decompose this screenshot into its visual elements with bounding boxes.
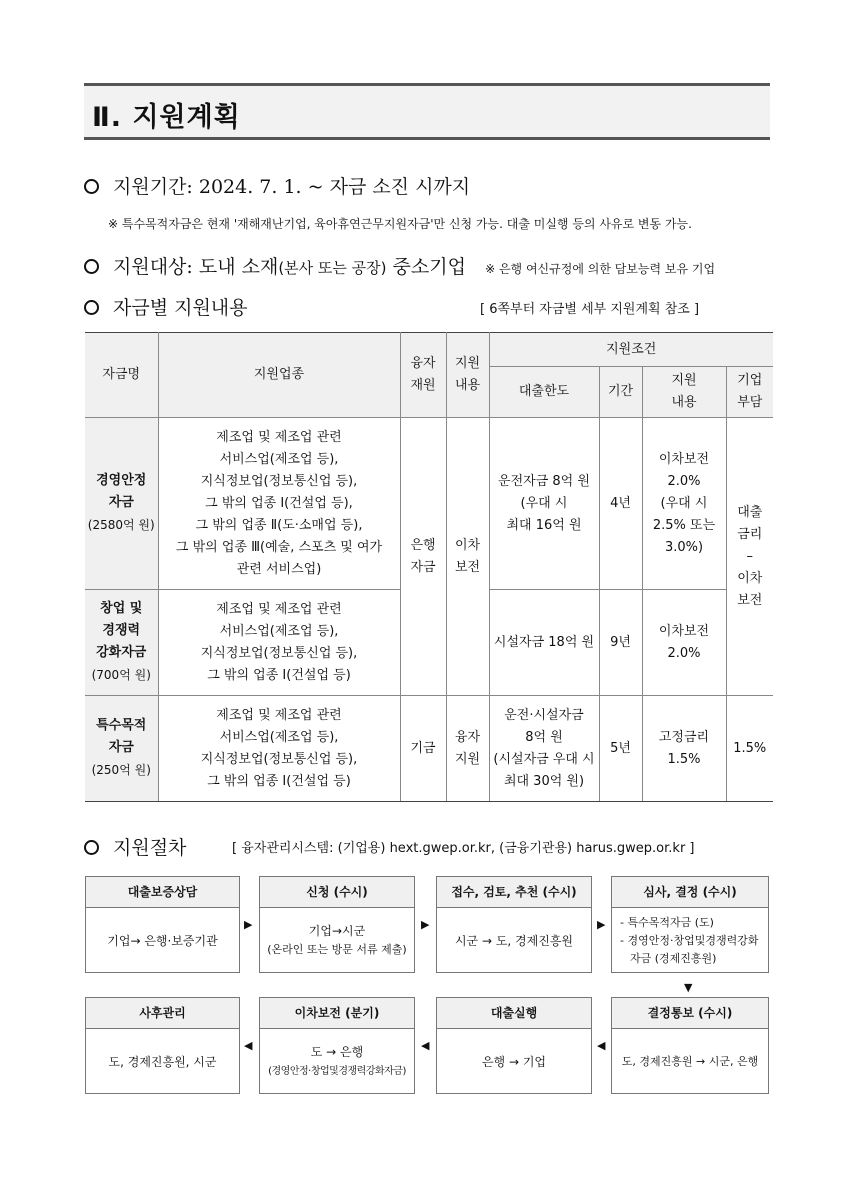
target-note: ※ 은행 여신규정에 의한 담보능력 보유 기업 [485, 262, 716, 276]
arrow-right-icon: ▶ [244, 918, 253, 931]
industry-cell: 제조업 및 제조업 관련 서비스업(제조업 등), 지식정보업(정보통신업 등), 그 밖의 업종 Ⅰ(건설업 등), 그 밖의 업종 Ⅱ(도·소매업 등), 그 밖의 업종 Ⅲ(예술, 스포츠 및 여가 관련 서비스업) [158, 418, 400, 590]
period-note: ※ 특수목적자금은 현재 '재해재난기업, 육아휴연근무지원자금'만 신청 가능. 대출 미실행 등의 사유로 변동 가능. [108, 217, 692, 231]
industry-cell: 제조업 및 제조업 관련 서비스업(제조업 등), 지식정보업(정보통신업 등), 그 밖의 업종 Ⅰ(건설업 등) [158, 590, 400, 696]
step-box [436, 997, 592, 1094]
fund-name-cell: 경영안정 자금 (2580억 원) [85, 418, 158, 590]
header-term: 기간 [599, 367, 642, 418]
support-cell: 융자 지원 [446, 696, 489, 802]
arrow-down-icon: ▼ [684, 981, 693, 994]
header-limit: 대출한도 [489, 367, 599, 418]
header-source: 융자 재원 [400, 333, 446, 418]
header-fund-name: 자금명 [85, 333, 158, 418]
procedure-ref: [ 융자관리시스템: (기업용) hext.gwep.or.kr, (금융기관용) harus.gwep.or.kr ] [232, 841, 695, 856]
cond-cell: 이차보전 2.0% (우대 시 2.5% 또는 3.0%) [642, 418, 726, 590]
step-title: 심사, 결정 (수시) [612, 877, 768, 908]
arrow-left-icon: ◀ [244, 1039, 253, 1052]
source-cell: 기금 [400, 696, 446, 802]
term-cell: 5년 [599, 696, 642, 802]
step-box [611, 997, 769, 1094]
target-label-a: 지원대상: 도내 소재 [113, 256, 279, 278]
step-body: 기업→시군 (온라인 또는 방문 서류 제출) [267, 924, 407, 956]
section-title: Ⅱ. 지원계획 [92, 102, 241, 133]
step-body: 도, 경제진흥원 → 시군, 은행 [621, 1054, 759, 1068]
step-box [611, 876, 769, 973]
content-line [84, 293, 248, 320]
header-cond-support: 지원 내용 [642, 367, 726, 418]
step-title: 이차보전 (분기) [260, 998, 414, 1029]
period-label: 지원기간: 2024. 7. 1. ~ 자금 소진 시까지 [113, 176, 471, 198]
limit-cell: 운전·시설자금 8억 원 (시설자금 우대 시 최대 30억 원) [489, 696, 599, 802]
table-row [85, 418, 773, 590]
industry-cell: 제조업 및 제조업 관련 서비스업(제조업 등), 지식정보업(정보통신업 등), 그 밖의 업종 Ⅰ(건설업 등) [158, 696, 400, 802]
step-box [259, 876, 415, 973]
step-box [85, 876, 240, 973]
step-title: 결정통보 (수시) [612, 998, 768, 1029]
step-title: 대출실행 [437, 998, 591, 1029]
header-burden: 기업 부담 [726, 367, 773, 418]
step-body: 기업→ 은행·보증기관 [107, 933, 218, 948]
step-box [85, 997, 240, 1094]
period-line [84, 172, 470, 199]
target-label-paren: (본사 또는 공장) [278, 259, 387, 277]
arrow-right-icon: ▶ [421, 918, 430, 931]
section-header [84, 83, 770, 140]
header-conditions: 지원조건 [489, 333, 773, 367]
circle-bullet-icon [84, 300, 99, 315]
source-cell: 은행 자금 [400, 418, 446, 696]
fund-name-cell: 특수목적 자금 (250억 원) [85, 696, 158, 802]
step-body: 은행 → 기업 [481, 1054, 547, 1069]
step-title: 대출보증상담 [86, 877, 239, 908]
limit-cell: 시설자금 18억 원 [489, 590, 599, 696]
content-ref: [ 6쪽부터 자금별 세부 지원계획 참조 ] [480, 302, 700, 317]
arrow-left-icon: ◀ [421, 1039, 430, 1052]
circle-bullet-icon [84, 179, 99, 194]
fund-name-cell: 창업 및 경쟁력 강화자금 (700억 원) [85, 590, 158, 696]
content-label: 자금별 지원내용 [113, 297, 248, 319]
header-support: 지원 내용 [446, 333, 489, 418]
step-box [436, 876, 592, 973]
limit-cell: 운전자금 8억 원 (우대 시 최대 16억 원 [489, 418, 599, 590]
step-body: 도 → 은행 (경영안정·창업및경쟁력강화자금) [268, 1044, 406, 1077]
step-title: 신청 (수시) [260, 877, 414, 908]
step-title: 접수, 검토, 추천 (수시) [437, 877, 591, 908]
table-row [85, 696, 773, 802]
step-body: 시군 → 도, 경제진흥원 [454, 933, 574, 948]
target-label-b: 중소기업 [386, 256, 466, 278]
target-line [84, 252, 715, 279]
step-body: 도, 경제진흥원, 시군 [108, 1054, 217, 1069]
step-body: - 특수목적자금 (도) - 경영안정·창업및경쟁력강화 자금 (경제진흥원) [620, 915, 759, 965]
burden-cell: 대출 금리 – 이차 보전 [726, 418, 773, 696]
cond-cell: 이차보전 2.0% [642, 590, 726, 696]
arrow-left-icon: ◀ [597, 1039, 606, 1052]
support-table [85, 332, 773, 802]
term-cell: 9년 [599, 590, 642, 696]
circle-bullet-icon [84, 840, 99, 855]
burden-cell: 1.5% [726, 696, 773, 802]
step-title: 사후관리 [86, 998, 239, 1029]
procedure-label: 지원절차 [113, 837, 187, 859]
circle-bullet-icon [84, 259, 99, 274]
cond-cell: 고정금리 1.5% [642, 696, 726, 802]
arrow-right-icon: ▶ [597, 918, 606, 931]
support-cell: 이차 보전 [446, 418, 489, 696]
term-cell: 4년 [599, 418, 642, 590]
procedure-line [84, 833, 186, 860]
header-industry: 지원업종 [158, 333, 400, 418]
step-box [259, 997, 415, 1094]
